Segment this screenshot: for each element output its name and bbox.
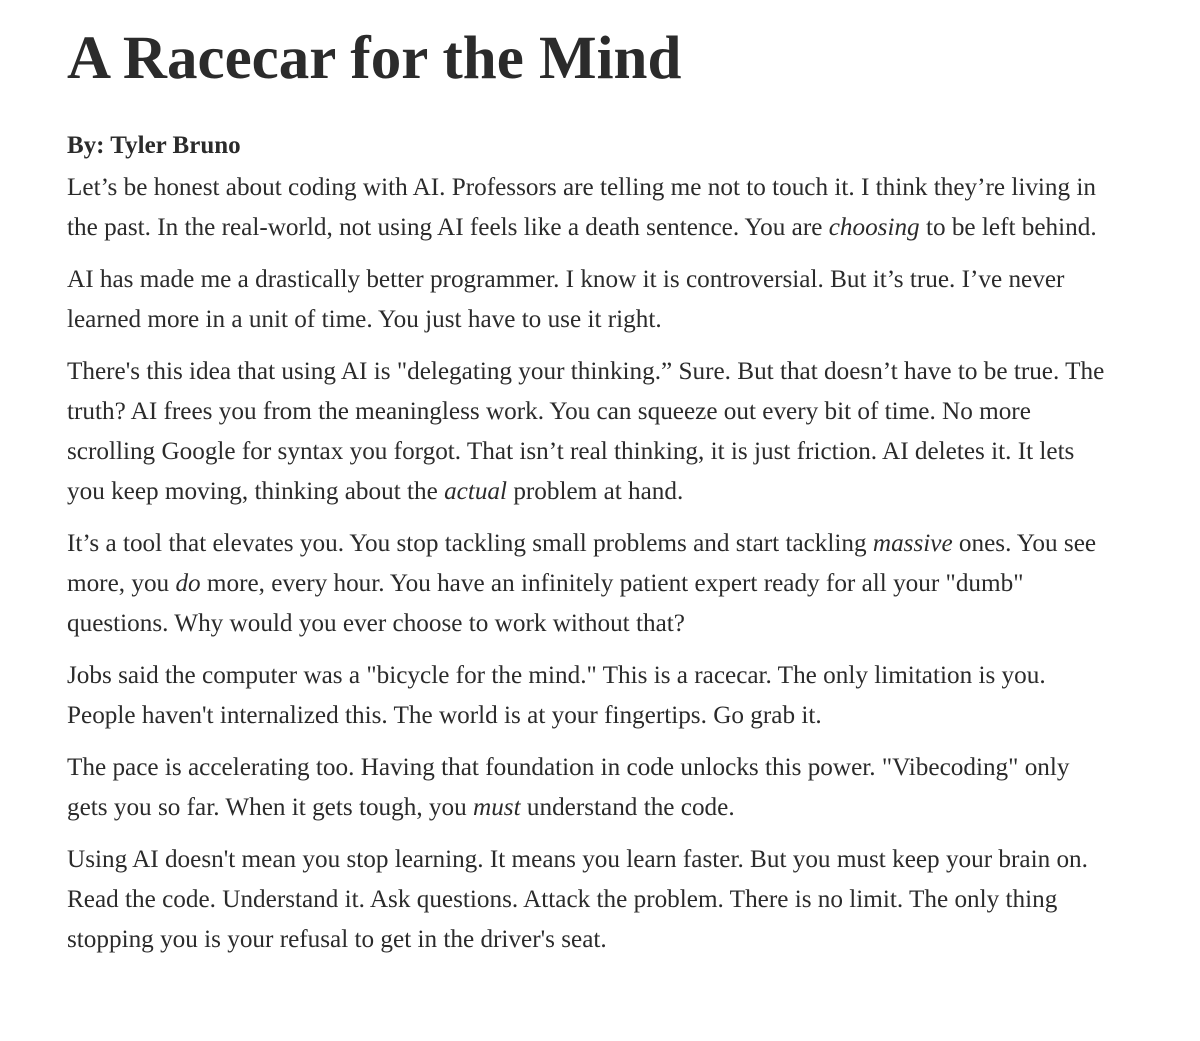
- paragraph-text: Using AI doesn't mean you stop learning. It means you learn faster. But you must keep your brain on. Read the code. Understand it. Ask questions. Attack the problem. There is no limit. The only thing stopping you is your refusal to get in the driver's seat.: [67, 846, 1088, 953]
- emphasis-text: must: [473, 794, 521, 821]
- article-paragraph: [67, 524, 1107, 644]
- emphasis-text: actual: [444, 478, 508, 505]
- article-paragraph: [67, 352, 1107, 512]
- article-paragraph: [67, 656, 1107, 736]
- paragraph-text: more, every hour. You have an infinitely patient expert ready for all your "dumb" questions. Why would you ever choose to work without that?: [67, 570, 1024, 637]
- article-paragraph: [67, 748, 1107, 828]
- emphasis-text: massive: [872, 530, 953, 557]
- paragraph-text: understand the code.: [520, 794, 735, 821]
- paragraph-text: Jobs said the computer was a "bicycle for the mind." This is a racecar. The only limitation is you. People haven't internalized this. The world is at your fingertips. Go grab it.: [67, 662, 1046, 729]
- article-paragraph: [67, 840, 1107, 960]
- paragraph-text: AI has made me a drastically better programmer. I know it is controversial. But it’s true. I’ve never learned more in a unit of time. You just have to use it right.: [67, 266, 1065, 333]
- article-byline: By: Tyler Bruno: [67, 132, 241, 159]
- article-paragraph: [67, 168, 1107, 248]
- paragraph-text: Let’s be honest about coding with AI. Professors are telling me not to touch it. I think they’re living in the past. In the real-world, not using AI feels like a death sentence. You are: [67, 174, 1097, 241]
- paragraph-text: It’s a tool that elevates you. You stop tackling small problems and start tackling: [67, 530, 873, 557]
- emphasis-text: do: [175, 570, 201, 597]
- article-title: A Racecar for the Mind: [67, 25, 682, 92]
- article-paragraph: [67, 260, 1107, 340]
- paragraph-text: ones. You see more, you: [67, 530, 1097, 597]
- emphasis-text: choosing: [828, 214, 920, 241]
- paragraph-text: There's this idea that using AI is "delegating your thinking.” Sure. But that doesn’t have to be true. The truth? AI frees you from the meaningless work. You can squeeze out every bit of time. No more scrolling Google for syntax you forgot. That isn’t real thinking, it is just friction. AI deletes it. It lets you keep moving, thinking about the: [67, 358, 1105, 505]
- paragraph-text: The pace is accelerating too. Having that foundation in code unlocks this power. "Vibecoding" only gets you so far. When it gets tough, you: [67, 754, 1070, 821]
- paragraph-text: problem at hand.: [507, 478, 684, 505]
- article-body: [67, 168, 1107, 960]
- paragraph-text: to be left behind.: [919, 214, 1097, 241]
